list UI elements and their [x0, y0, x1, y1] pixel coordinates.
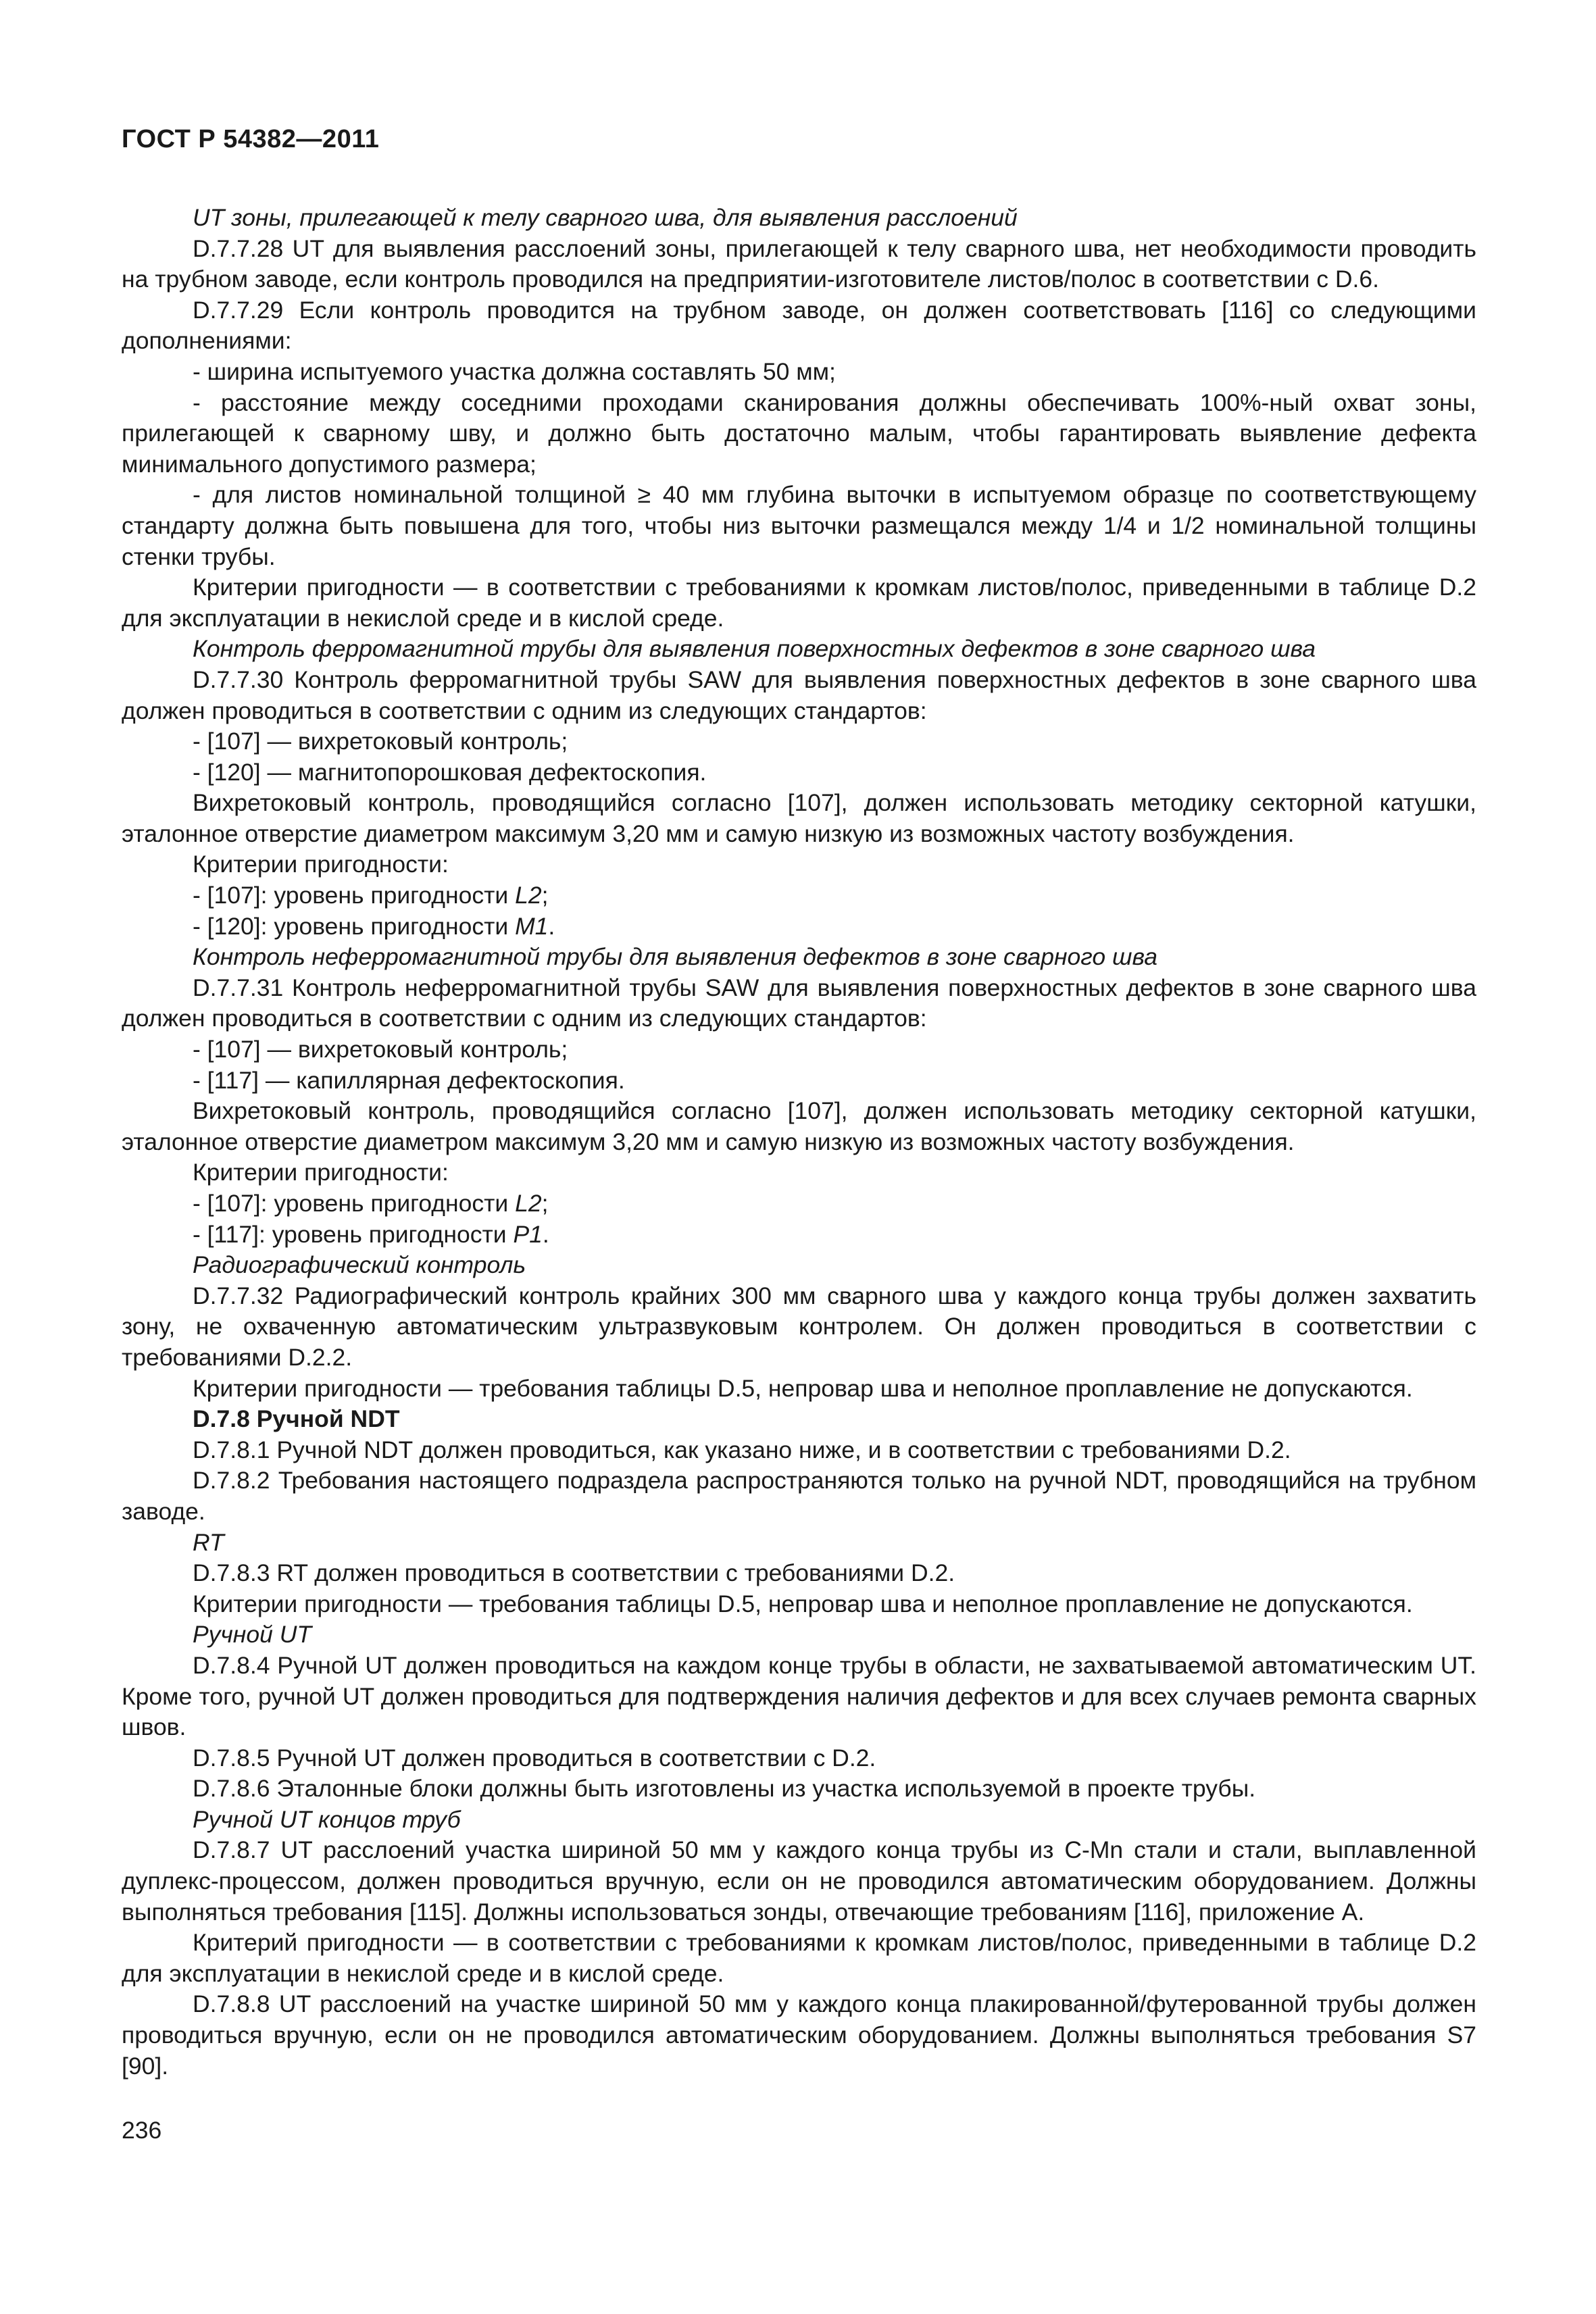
paragraph-text: - [107]: уровень пригодности [193, 882, 516, 909]
acceptance-level: M1 [515, 912, 549, 940]
paragraph-text: D.7.7.31 Контроль неферромагнитной трубы SAW для выявления поверхностных дефектов в зоне сварного шва должен проводиться в соответствии с одним из следующих стандартов: [122, 974, 1476, 1032]
subheading [122, 942, 1476, 973]
punctuation: ; [541, 1190, 549, 1217]
document-header: ГОСТ Р 54382—2011 [122, 125, 380, 153]
paragraph [122, 911, 1476, 942]
paragraph [122, 1465, 1476, 1527]
paragraph-text: - [107] — вихретоковый контроль; [193, 1036, 568, 1063]
paragraph-text: Критерий пригодности — в соответствии с требованиями к кромкам листов/полос, приведенными в таблице D.2 для эксплуатации в некислой среде и в кислой среде. [122, 1929, 1476, 1987]
paragraph [122, 757, 1476, 788]
paragraph-text: - [120]: уровень пригодности [193, 912, 516, 940]
paragraph [122, 234, 1476, 295]
paragraph [122, 1743, 1476, 1774]
paragraph-text: Критерии пригодности: [193, 1159, 449, 1186]
paragraph [122, 726, 1476, 757]
paragraph [122, 973, 1476, 1034]
paragraph [122, 1558, 1476, 1589]
page-number: 236 [122, 2117, 162, 2144]
acceptance-level: L2 [515, 882, 542, 909]
paragraph [122, 295, 1476, 357]
paragraph-text: - расстояние между соседними проходами сканирования должны обеспечивать 100%-ный охват зоны, прилегающей к сварному шву, и должно быть достаточно малым, чтобы гарантировать выявление дефекта минимального допустимого размера; [122, 388, 1476, 478]
paragraph [122, 480, 1476, 572]
paragraph-text: D.7.8.5 Ручной UT должен проводиться в соответствии с D.2. [193, 1744, 876, 1771]
paragraph-text: Критерии пригодности: [193, 851, 449, 878]
paragraph [122, 388, 1476, 480]
paragraph-text: Ручной UT [193, 1621, 312, 1649]
paragraph [122, 357, 1476, 388]
paragraph-text: - [107]: уровень пригодности [193, 1190, 516, 1217]
subheading [122, 1528, 1476, 1559]
paragraph [122, 1651, 1476, 1743]
paragraph-text: Ручной UT концов труб [193, 1805, 461, 1833]
paragraph-text: D.7.7.30 Контроль ферромагнитной трубы SAW для выявления поверхностных дефектов в зоне сварного шва должен проводиться в соответствии с одним из следующих стандартов: [122, 665, 1476, 724]
paragraph-text: D.7.7.28 UT для выявления расслоений зоны, прилегающей к телу сварного шва, нет необходимости проводить на трубном заводе, если контроль проводился на предприятии-изготовителе листов/полос в соответствии с D.6. [122, 234, 1476, 293]
subheading [122, 1619, 1476, 1651]
paragraph [122, 1188, 1476, 1219]
paragraph-text: - [117] — капиллярная дефектоскопия. [193, 1066, 625, 1094]
paragraph-text: - [107] — вихретоковый контроль; [193, 728, 568, 755]
paragraph [122, 572, 1476, 634]
document-body [122, 203, 1476, 2082]
paragraph-text: Критерии пригодности — в соответствии с требованиями к кромкам листов/полос, приведенными в таблице D.2 для эксплуатации в некислой среде и в кислой среде. [122, 574, 1476, 632]
punctuation: . [548, 912, 555, 940]
paragraph-text: D.7.8.7 UT расслоений участка шириной 50 мм у каждого конца трубы из C-Mn стали и стали, выплавленной дуплекс-процессом, должен проводиться вручную, если он не проводился автоматическим оборудованием. Должны выполняться требования [115]. Должны использоваться зонды, отвечающие требованиям [116], приложение А. [122, 1836, 1476, 1926]
paragraph-text: Критерии пригодности — требования таблицы D.5, непровар шва и неполное проплавление не допускаются. [193, 1590, 1413, 1617]
paragraph-text: D.7.8.1 Ручной NDT должен проводиться, как указано ниже, и в соответствии с требованиями D.2. [193, 1436, 1291, 1463]
paragraph-text: Контроль ферромагнитной трубы для выявления поверхностных дефектов в зоне сварного шва [193, 635, 1316, 663]
paragraph-text: Критерии пригодности — требования таблицы D.5, непровар шва и неполное проплавление не допускаются. [193, 1374, 1413, 1402]
paragraph-text: D.7.8.4 Ручной UT должен проводиться на каждом конце трубы в области, не захватываемой автоматическим UT. Кроме того, ручной UT должен проводиться для подтверждения наличия дефектов и для всех случаев ремонта сварных швов. [122, 1651, 1476, 1741]
paragraph-text: - [120] — магнитопорошковая дефектоскопия. [193, 758, 707, 786]
paragraph-text: Радиографический контроль [193, 1251, 526, 1279]
paragraph [122, 1157, 1476, 1188]
paragraph-text: D.7.8.6 Эталонные блоки должны быть изготовлены из участка используемой в проекте трубы. [193, 1775, 1256, 1803]
section-heading [122, 1404, 1476, 1435]
paragraph-text: Контроль неферромагнитной трубы для выявления дефектов в зоне сварного шва [193, 943, 1157, 971]
paragraph-text: - [117]: уровень пригодности [193, 1220, 514, 1248]
acceptance-level: L2 [515, 1190, 542, 1217]
paragraph-text: Вихретоковый контроль, проводящийся согласно [107], должен использовать методику секторной катушки, эталонное отверстие диаметром максимум 3,20 мм и самую низкую из возможных частоту возбуждения. [122, 789, 1476, 847]
paragraph [122, 1219, 1476, 1251]
paragraph-text: RT [193, 1528, 224, 1556]
paragraph [122, 1065, 1476, 1097]
paragraph-text: UT зоны, прилегающей к телу сварного шва, для выявления расслоений [193, 204, 1018, 231]
paragraph-text: - ширина испытуемого участка должна составлять 50 мм; [193, 357, 836, 385]
paragraph [122, 788, 1476, 849]
paragraph-text: D.7.7.29 Если контроль проводится на трубном заводе, он должен соответствовать [116] со следующими дополнениями: [122, 296, 1476, 355]
paragraph [122, 1928, 1476, 1989]
subheading [122, 1805, 1476, 1836]
paragraph-text: Вихретоковый контроль, проводящийся согласно [107], должен использовать методику секторной катушки, эталонное отверстие диаметром максимум 3,20 мм и самую низкую из возможных частоту возбуждения. [122, 1097, 1476, 1155]
paragraph [122, 1096, 1476, 1157]
paragraph [122, 1281, 1476, 1374]
subheading [122, 634, 1476, 665]
paragraph [122, 1774, 1476, 1805]
paragraph [122, 1589, 1476, 1620]
punctuation: . [542, 1220, 549, 1248]
paragraph [122, 1835, 1476, 1928]
paragraph [122, 1989, 1476, 2082]
subheading [122, 1250, 1476, 1281]
subheading [122, 203, 1476, 234]
paragraph [122, 1374, 1476, 1405]
paragraph-text: - для листов номинальной толщиной ≥ 40 мм глубина выточки в испытуемом образце по соответствующему стандарту должна быть повышена для того, чтобы низ выточки размещался между 1/4 и 1/2 номинальной толщины стенки трубы. [122, 481, 1476, 570]
paragraph-text: D.7.8.8 UT расслоений на участке шириной 50 мм у каждого конца плакированной/футерованной трубы должен проводиться вручную, если он не проводился автоматическим оборудованием. Должны выполняться требования S7 [90]. [122, 1990, 1476, 2080]
punctuation: ; [541, 882, 549, 909]
paragraph [122, 880, 1476, 911]
acceptance-level: P1 [513, 1220, 543, 1248]
paragraph-text: D.7.8.2 Требования настоящего подраздела распространяются только на ручной NDT, проводящийся на трубном заводе. [122, 1467, 1476, 1525]
paragraph-text: D.7.8 Ручной NDT [193, 1405, 400, 1433]
paragraph-text: D.7.7.32 Радиографический контроль крайних 300 мм сварного шва у каждого конца трубы должен захватить зону, не охваченную автоматическим ультразвуковым контролем. Он должен проводиться в соответствии с требованиями D.2.2. [122, 1282, 1476, 1371]
paragraph [122, 665, 1476, 726]
paragraph-text: D.7.8.3 RT должен проводиться в соответствии с требованиями D.2. [193, 1559, 955, 1587]
paragraph [122, 1034, 1476, 1065]
paragraph [122, 1435, 1476, 1466]
paragraph [122, 849, 1476, 880]
